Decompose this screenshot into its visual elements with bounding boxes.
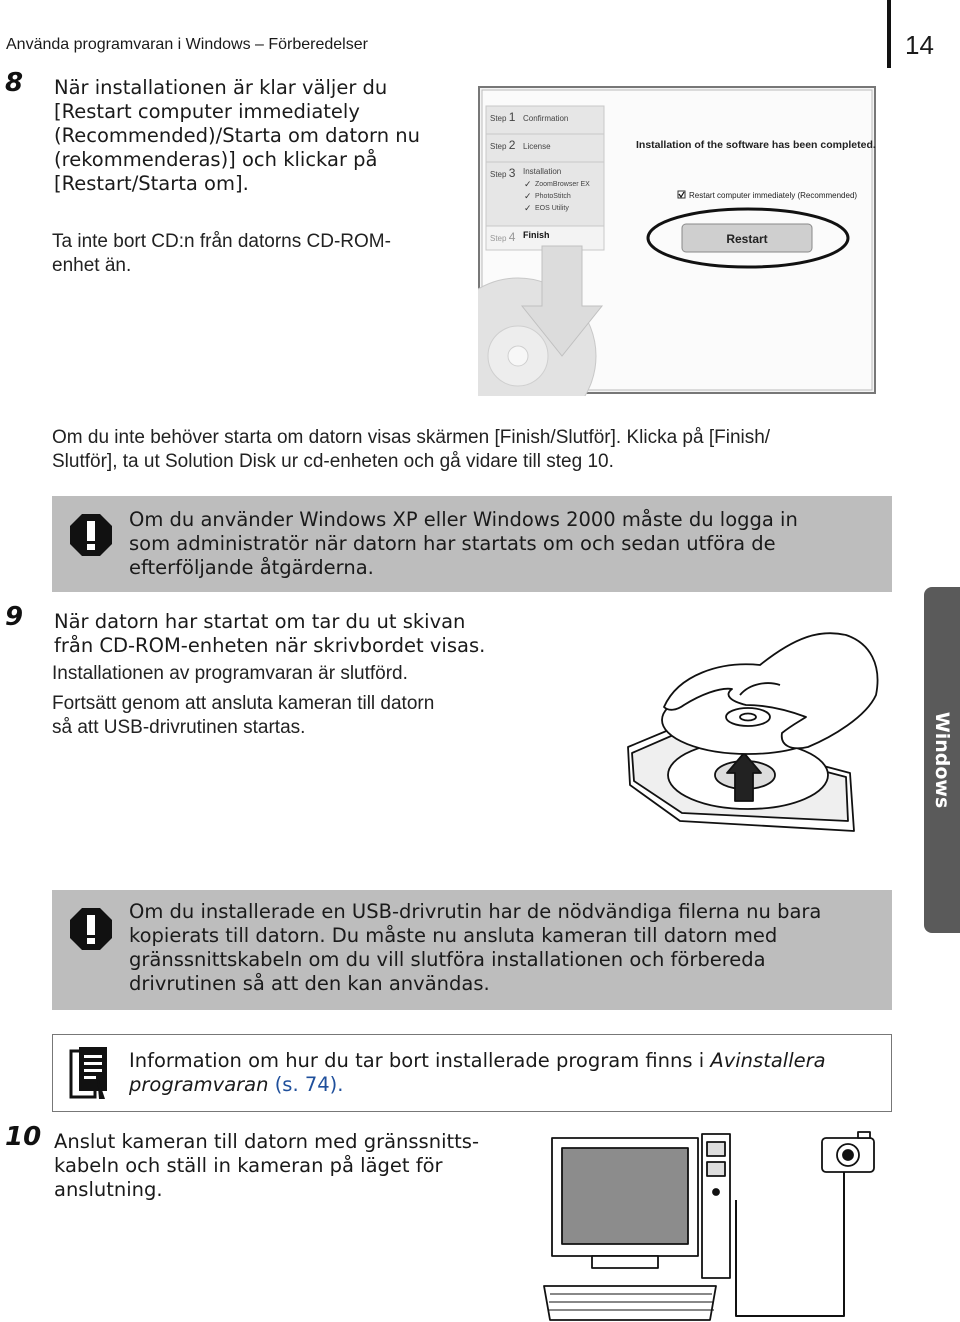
warning-line: Om du installerade en USB-drivrutin har de nödvändiga filerna nu bara [129, 900, 822, 923]
computer-camera-illustration [540, 1130, 890, 1322]
step-number-10: 10 [5, 1122, 42, 1152]
step8-instruction-line: (Recommended)/Starta om datorn nu [54, 124, 420, 147]
step8-instruction-line: När installationen är klar väljer du [54, 76, 388, 99]
windows-section-tab[interactable] [924, 587, 960, 933]
cd-tray-illustration [620, 625, 900, 835]
step-number-8: 8 [5, 68, 24, 98]
warning-text [129, 900, 889, 996]
warning-line: Om du använder Windows XP eller Windows 2000 måste du logga in [129, 508, 798, 531]
step9-instruction-line: från CD-ROM-enheten när skrivbordet visas. [54, 634, 486, 657]
page-link-74[interactable]: (s. 74). [274, 1073, 344, 1096]
step8-note [52, 230, 452, 278]
page-header-title: Använda programvaran i Windows – Förberedelser [6, 36, 368, 53]
installer-step-finish: Finish [523, 230, 550, 240]
warning-text [129, 508, 889, 580]
installer-step-installation: Installation [523, 167, 562, 176]
installer-step-confirmation: Confirmation [523, 114, 569, 123]
step9-instruction-line: När datorn har startat om tar du ut skivan [54, 610, 466, 633]
step8-note-line: enhet än. [52, 255, 132, 276]
memo-icon [69, 1045, 111, 1101]
step10-instruction-line: anslutning. [54, 1178, 163, 1201]
warning-line: som administratör när datorn har startats om och sedan utföra de [129, 532, 776, 555]
step9-line2 [52, 692, 522, 740]
step8-instruction [54, 76, 474, 196]
step8-note-line: Ta inte bort CD:n från datorns CD-ROM- [52, 231, 391, 252]
installer-step-label: Step [490, 114, 507, 123]
info-text [129, 1049, 885, 1097]
installer-step-num: 4 [508, 230, 516, 244]
installer-step-license: License [523, 142, 551, 151]
finish-info-line: Slutför], ta ut Solution Disk ur cd-enheten och gå vidare till steg 10. [52, 451, 614, 472]
warning-line: kopierats till datorn. Du måste nu ansluta kameran till datorn med [129, 924, 778, 947]
warning-note-admin [52, 496, 892, 592]
installer-screenshot [478, 86, 878, 396]
installer-step-label: Step [490, 234, 507, 243]
installer-step-num: 3 [508, 166, 516, 180]
installer-step-num: 2 [508, 138, 516, 152]
installer-completed-message: Installation of the software has been completed. [636, 139, 876, 151]
step9-instruction [54, 610, 524, 658]
warning-line: drivrutinen så att den kan användas. [129, 972, 490, 995]
info-text-line: Information om hur du tar bort installerade program finns i [129, 1049, 711, 1072]
step9-line1: Installationen av programvaran är slutförd. [52, 663, 408, 684]
info-text-italic: programvaran [129, 1073, 269, 1096]
step10-instruction [54, 1130, 524, 1202]
step10-instruction-line: Anslut kameran till datorn med gränssnitts- [54, 1130, 479, 1153]
step8-instruction-line: [Restart/Starta om]. [54, 172, 249, 195]
step9-line2-line: Fortsätt genom att ansluta kameran till datorn [52, 693, 435, 714]
finish-info [52, 426, 882, 474]
installer-step-list [486, 106, 604, 250]
page-number: 14 [905, 30, 934, 60]
restart-button-label: Restart [726, 232, 768, 246]
installer-component: PhotoStitch [535, 193, 571, 200]
step10-instruction-line: kabeln och ställ in kameran på läget för [54, 1154, 443, 1177]
check-icon: ✓ [524, 191, 532, 201]
installer-step-label: Step [490, 170, 507, 179]
warning-line: gränssnittskabeln om du vill slutföra installationen och förbereda [129, 948, 766, 971]
finish-info-line: Om du inte behöver starta om datorn visas skärmen [Finish/Slutför]. Klicka på [Finish/ [52, 427, 771, 448]
check-icon: ✓ [524, 203, 532, 213]
step8-instruction-line: (rekommenderas)] och klickar på [54, 148, 378, 171]
installer-step-num: 1 [508, 110, 516, 124]
info-text-italic: Avinstallera [710, 1049, 826, 1072]
warning-line: efterföljande åtgärderna. [129, 556, 374, 579]
step9-line2-line: så att USB-drivrutinen startas. [52, 717, 306, 738]
info-note-uninstall [52, 1034, 892, 1112]
warning-icon [68, 906, 114, 952]
warning-icon [68, 512, 114, 558]
step8-instruction-line: [Restart computer immediately [54, 100, 360, 123]
installer-component: ZoomBrowser EX [535, 181, 590, 188]
header-divider [887, 0, 891, 68]
installer-step-label: Step [490, 142, 507, 151]
warning-note-usb-driver [52, 890, 892, 1010]
installer-component: EOS Utility [535, 205, 569, 212]
step-number-9: 9 [5, 602, 24, 632]
windows-tab-label: Windows [931, 711, 953, 809]
restart-checkbox-label: Restart computer immediately (Recommended) [689, 191, 858, 200]
check-icon: ✓ [524, 179, 532, 189]
